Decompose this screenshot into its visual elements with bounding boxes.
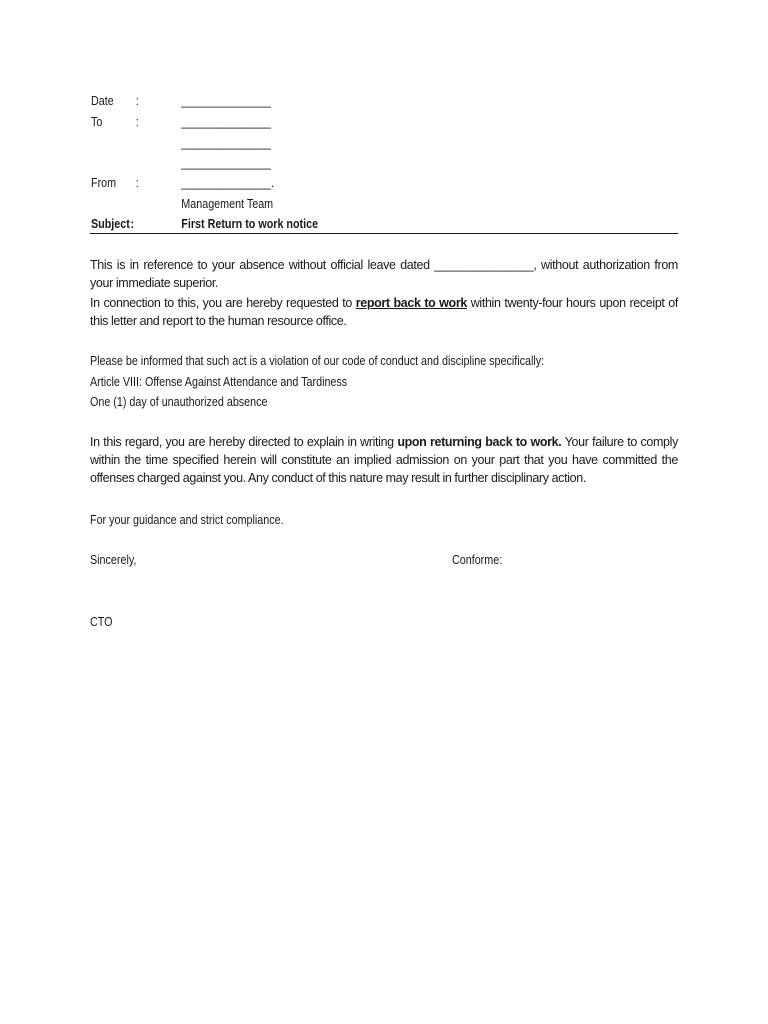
paragraph-report-back-after: within twenty-four hours upon receipt of this letter and report to the human resource office. [90,296,679,328]
report-back-emphasis: report back to work [355,296,467,310]
paragraph-violation: Please be informed that such act is a violation of our code of conduct and discipline specifically: [90,354,545,368]
subject-value: First Return to work notice [181,217,319,231]
to-value-2: _______________ [181,136,271,150]
from-label: From [91,176,117,190]
paragraph-explain-before: In this regard, you are hereby directed to explain in writing [90,435,398,449]
to-label: To [91,115,103,129]
paragraph-report-back-before: In connection to this, you are hereby requested to [90,296,356,310]
from-value: _______________. [181,176,274,190]
signatory: CTO [90,615,113,629]
upon-returning-emphasis: upon returning back to work. [397,435,562,449]
paragraph-guidance: For your guidance and strict compliance. [90,513,284,527]
paragraph-explain [90,433,678,487]
to-colon: : [135,115,139,129]
from-team: Management Team [181,197,274,211]
offense-line: One (1) day of unauthorized absence [90,395,268,409]
paragraph-absence [90,256,678,292]
article-line: Article VIII: Offense Against Attendance and Tardiness [90,375,348,389]
subject-label: Subject [91,217,130,231]
closing-sincerely: Sincerely, [90,553,137,567]
to-value-1: _______________ [181,115,271,129]
from-colon: : [135,176,139,190]
date-label: Date [91,94,114,108]
paragraph-report-back [90,294,678,330]
date-colon: : [135,94,139,108]
closing-conforme: Conforme: [452,553,503,567]
date-value: _______________ [181,94,271,108]
subject-colon: : [130,217,135,231]
paragraph-explain-after: Your failure to comply within the time specified herein will constitute an implied admission on your part that you have committed the offenses charged against you. Any conduct of this nature may result in further disciplinary action. [90,435,678,485]
paragraph-absence-text: This is in reference to your absence without official leave dated _______________, without authorization from your immediate superior. [90,258,678,290]
to-value-3: _______________ [181,156,271,170]
subject-divider [90,233,678,234]
